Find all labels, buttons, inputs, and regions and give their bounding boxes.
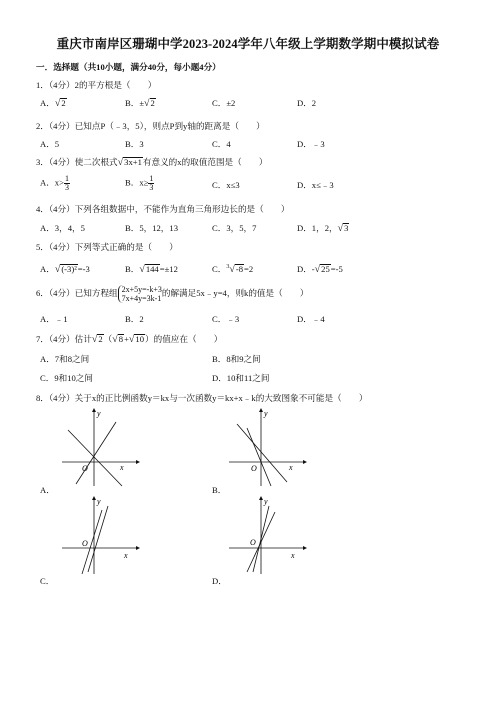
question-4-stem: 4．（4分）下列各组数据中，不能作为直角三角形边长的是（ ） (36, 204, 290, 214)
q3-option-c: C．x≤3 (212, 180, 240, 190)
question-7-stem: 7．（4分）估计√2（√8+√10）的值应在（ ） (36, 334, 223, 345)
q5-option-a: A．√(-3)²=-3 (40, 264, 90, 275)
graph-c-x-label: x (124, 551, 128, 560)
q4-option-a: A．3，4，5 (40, 223, 85, 233)
question-5-stem: 5．（4分）下列等式正确的是（ ） (36, 242, 178, 252)
q7-option-d: D．10和11之间 (212, 373, 270, 383)
q8-option-d: D． (212, 576, 227, 586)
q1-option-c: C．±2 (212, 98, 236, 108)
q2-option-a: A．5 (40, 139, 60, 149)
equation-system: 2x+5y=-k+3 7x+4y=3k-1 (118, 285, 162, 303)
q1-option-b: B．±√2 (125, 98, 155, 109)
graph-a-y-label: y (97, 409, 101, 418)
q3-option-d: D．x≤﹣3 (297, 180, 334, 190)
graph-c-origin: O (82, 539, 88, 548)
q8-option-b: B． (212, 485, 227, 495)
graph-d-origin: O (250, 538, 256, 547)
q4-option-c: C．3，5，7 (212, 223, 257, 233)
q8-option-a: A． (40, 485, 55, 495)
q4-option-b: B．5，12，13 (125, 223, 178, 233)
graph-a-x-label: x (120, 463, 124, 472)
question-3-stem: 3．（4分）使二次根式√3x+1有意义的x的取值范围是（ ） (36, 157, 268, 168)
q7-option-b: B．8和9之间 (212, 354, 261, 364)
q3-option-b: B．x≥ $\frac{1}{3}$ (125, 174, 154, 192)
q4-option-d: D．1，2，√3 (297, 223, 349, 234)
q6-option-c: C．﹣3 (212, 314, 240, 324)
q5-option-b: B．√144=±12 (125, 264, 178, 275)
q7-option-a: A．7和8之间 (40, 354, 90, 364)
q6-option-b: B．2 (125, 314, 144, 324)
q5-option-c: C．$^3$√-8=2 (212, 264, 254, 275)
question-6-stem: 6．（4分）已知方程组 2x+5y=-k+3 7x+4y=3k-1 的解满足5x﹣y=4，则k的值是（ ） (36, 285, 309, 304)
graph-c (58, 496, 140, 576)
graph-b-y-label: y (264, 409, 268, 418)
q2-option-d: D．﹣3 (297, 139, 325, 149)
graph-d (225, 496, 307, 576)
q6-option-d: D．﹣4 (297, 314, 325, 324)
graph-b-origin: O (251, 464, 257, 473)
question-8-stem: 8．（4分）关于x的正比例函数y＝kx与一次函数y＝kx+x﹣k的大致图象不可能是（ ） (36, 393, 368, 403)
graph-c-y-label: y (97, 497, 101, 506)
q2-option-b: B．3 (125, 139, 144, 149)
section-heading: 一．选择题（共10小题，满分40分，每小题4分） (36, 62, 221, 72)
graph-a (58, 408, 140, 488)
graph-d-y-label: y (264, 497, 268, 506)
graph-a-origin: O (82, 464, 88, 473)
q3-option-a: A．x> $\frac{1}{3}$ (40, 174, 69, 192)
graph-b-x-label: x (289, 463, 293, 472)
q6-option-a: A．﹣1 (40, 314, 68, 324)
q2-option-c: C．4 (212, 139, 231, 149)
q1-option-d: D．2 (297, 98, 317, 108)
q8-option-c: C． (40, 576, 55, 586)
q5-option-d: D．-√25=-5 (297, 264, 343, 275)
q7-option-c: C．9和10之间 (40, 373, 93, 383)
graph-b (225, 408, 307, 488)
question-1-stem: 1．（4分）2的平方根是（ ） (36, 80, 157, 90)
page-title: 重庆市南岸区珊瑚中学2023-2024学年八年级上学期数学期中模拟试卷 (56, 37, 440, 51)
question-2-stem: 2．（4分）已知点P（﹣3，5），则点P到y轴的距离是（ ） (36, 121, 265, 131)
graph-d-x-label: x (291, 551, 295, 560)
q1-option-a: A．√2 (40, 98, 66, 109)
